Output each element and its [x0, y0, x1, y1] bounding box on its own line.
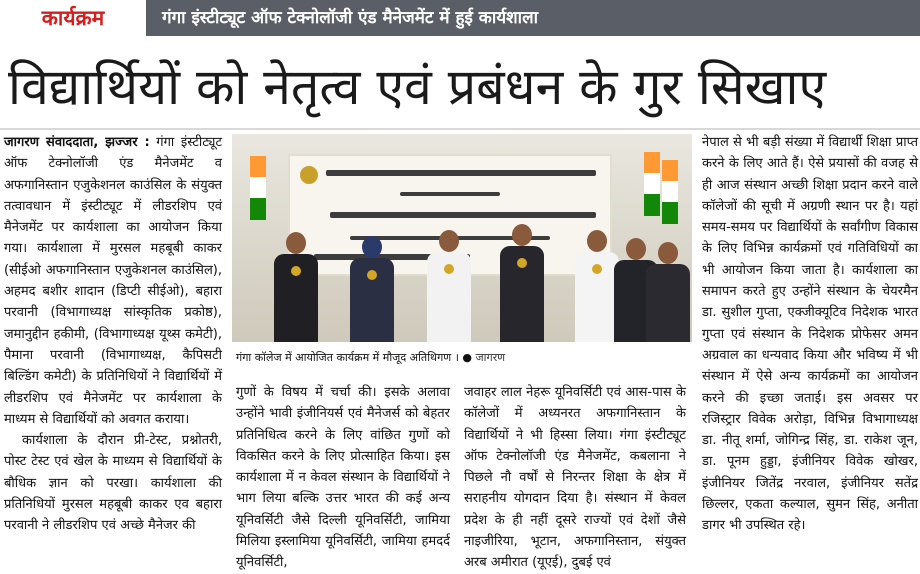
- article-column-1: [4, 132, 222, 548]
- paragraph-1-text: गंगा इंस्टीट्यूट ऑफ टेक्नोलॉजी एंड मैनेजमेंट व अफगानिस्तान एजुकेशनल काउंसिल के संयुक्त तत्वावधान में इंस्टीट्यूट में लीडरशिप एवं मैनेजमेंट पर कार्यशाला का आयोजन किया गया। कार्यशाला में मुरसल महबूबी काकर (सीईओ अफगानिस्तान एजुकेशनल काउंसिल), अहमद बशीर शादान (डिप्टी सीईओ), बहारा परवानी (विभागाध्यक्ष सांस्कृतिक प्रकोष्ठ), जमानुद्दीन हकीमी, (विभागाध्यक्ष यूथ्स कमेटी), पैमाना परवानी (विभागाध्यक्ष, कैपिसटी बिल्डिंग कमेटी) के प्रतिनिधियों ने विद्यार्थियों में लीडरशिप एवं मैनेजमेंट पर कार्यशाला के माध्यम से विद्यार्थियों को अवगत कराया।: [4, 135, 222, 427]
- column-2-text: गुणों के विषय में चर्चा की। इसके अलावा उन्होंने भावी इंजीनियर्स एवं मैनेजर्स को बेहतर प्रतिनिधित्व करने के लिए वांछित गुणों को विकसित करने के लिए प्रोत्साहित किया। इस कार्यशाला में न केवल संस्थान के विद्यार्थियों ने भाग लिया बल्कि उत्तर भारत की कई अन्य यूनिवर्सिटी जैसे दिल्ली यूनिवर्सिटी, जामिया मिलिया इस्लामिया यूनिवर्सिटी, जामिया हमदर्द यूनिवर्सिटी,: [236, 385, 450, 571]
- person-3: [418, 230, 480, 342]
- banner-text-line: [330, 212, 596, 218]
- section-tag: कार्यक्रम: [0, 0, 146, 36]
- kicker-text: गंगा इंस्टीट्यूट ऑफ टेक्नोलॉजी एंड मैनेजमेंट में हुई कार्यशाला: [162, 8, 539, 28]
- event-photo: [232, 134, 692, 342]
- caption-text: गंगा कॉलेज में आयोजित कार्यक्रम में मौजूद अतिथिगण: [236, 351, 452, 364]
- banner-text-line: [400, 192, 500, 196]
- caption-separator: । ●: [454, 351, 472, 364]
- person-1: [266, 232, 326, 342]
- banner-text-line: [326, 170, 596, 176]
- article-column-2: [236, 382, 450, 571]
- flag-right: [644, 152, 660, 216]
- flag-left: [250, 156, 266, 220]
- photo-caption: [236, 342, 505, 374]
- divider: [0, 128, 920, 130]
- column-4-text: नेपाल से भी बड़ी संख्या में विद्यार्थी शिक्षा प्राप्त करने के लिए आते हैं। ऐसे प्रयासों की वजह से ही आज संस्थान अच्छी शिक्षा प्रदान करने वाले कॉलेजों की सूची में अग्रणी स्थान पर है। यहां समय-समय पर विद्यार्थियों के सर्वांगीण विकास के लिए विभिन्न कार्यक्रमों एवं गतिविधियों का भी आयोजन किया जाता है। कार्यशाला का समापन करते हुए उन्होंने संस्थान के चेयरमैन डा. सुशील गुप्ता, एक्जीक्यूटिव निदेशक भारत गुप्ता एवं संस्थान के निदेशक प्रोफेसर अमन अग्रवाल का धन्यवाद किया और भविष्य में भी संस्थान में ऐसे अन्य कार्यक्रमों का आयोजन करने की इच्छा जताई। इस अवसर पर रजिस्ट्रार विवेक अरोड़ा, विभिन्न विभागाध्यक्ष डा. नीतू शर्मा, जोगिन्द्र सिंह, डा. राकेश जून, डा. पूनम हुड्डा, इंजीनियर विवेक खोखर, इंजीनियर जितेंद्र नरवाल, इंजीनियर सतेंद्र छिल्लर, एकता कल्याल, सुमन सिंह, अनीता डागर भी उपस्थित रहे।: [702, 135, 918, 534]
- flag-right-2: [662, 160, 678, 224]
- article-column-3: [464, 382, 686, 571]
- photo-credit: जागरण: [475, 351, 506, 364]
- person-4: [490, 224, 554, 342]
- college-logo-icon: [300, 166, 318, 184]
- paragraph-2: कार्यशाला के दौरान प्री-टेस्ट, प्रश्नोतरी, पोस्ट टेस्ट एवं खेल के माध्यम से विद्यार्थियों के बौधिक ज्ञान को परखा। कार्यशाला की प्रतिनिधियों मुरसल महबूबी काकर एव बहारा परवानी ने लीडरशिप एवं अच्छे मैनेजर की: [4, 433, 222, 534]
- person-7: [642, 242, 694, 342]
- headline: विद्यार्थियों को नेतृत्व एवं प्रबंधन के गुर सिखाए: [8, 58, 827, 116]
- byline: जागरण संवाददाता, झज्जर :: [4, 135, 150, 150]
- article-column-4: [702, 132, 918, 548]
- section-header-bar: [0, 0, 920, 36]
- person-2: [344, 236, 400, 342]
- photo-caption-bar: [232, 342, 692, 374]
- column-3-text: जवाहर लाल नेहरू यूनिवर्सिटी एवं आस-पास के कॉलेजों में अध्यनरत अफगानिस्तान के विद्यार्थियों ने भी हिस्सा लिया। गंगा इंस्टीट्यूट ऑफ टेक्नोलॉजी एंड मैनेजमेंट, कबलाना ने पिछले नौ वर्षों से निरन्तर शिक्षा के क्षेत्र में सराहनीय योगदान दिया है। संस्थान में केवल प्रदेश के ही नहीं दूसरे राज्यों एवं देशों जैसे नाइजीरिया, भूटान, अफगानिस्तान, संयुक्त अरब अमीरात (यूएई), दुबई एवं: [464, 385, 686, 571]
- paragraph-1: [4, 132, 222, 430]
